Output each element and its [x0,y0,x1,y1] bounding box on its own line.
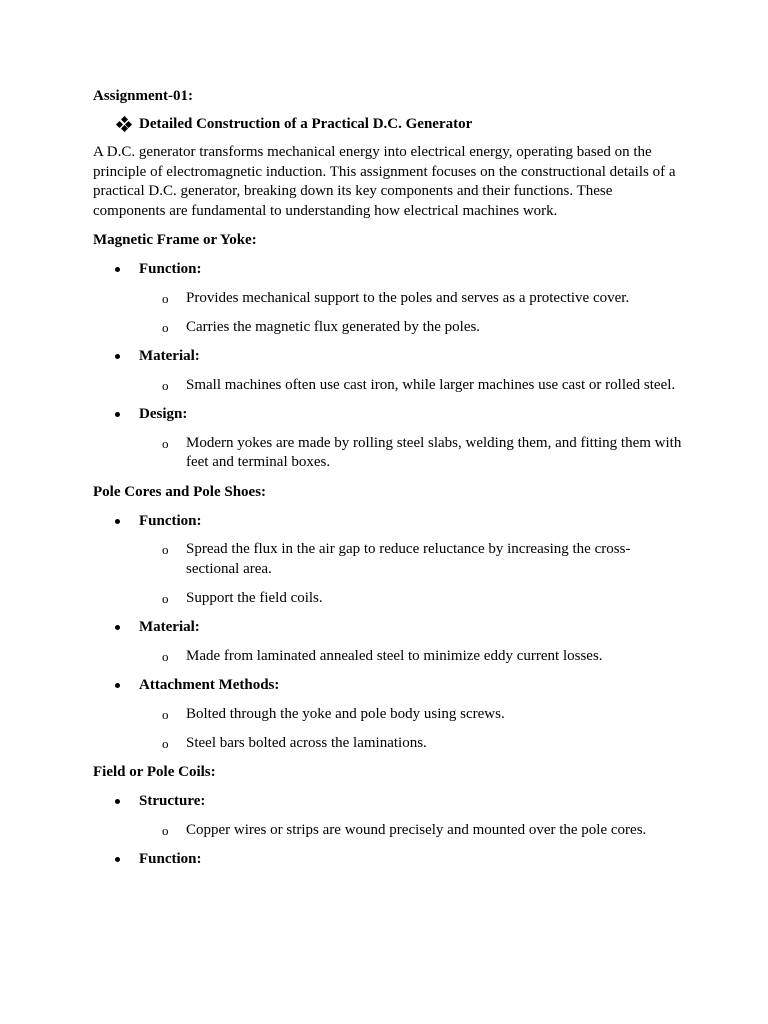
diamond-bullet-icon [117,117,131,131]
circle-bullet-icon: o [162,706,169,722]
sub-bullet-text: Modern yokes are made by rolling steel slabs, welding them, and fitting them with feet and terminal boxes. [186,434,682,470]
bullet-item [93,849,683,869]
bullet-item [93,259,683,279]
bullet-item [93,511,683,531]
circle-bullet-icon: o [162,542,169,557]
bullet-item [93,791,683,811]
circle-bullet-icon: o [162,377,169,393]
sub-bullet-text: Spread the flux in the air gap to reduce reluctance by increasing the cross-sectional area. [186,541,631,577]
bullet-dot-icon [115,625,120,630]
sub-bullet-text: Made from laminated annealed steel to minimize eddy current losses. [186,647,603,664]
bullet-dot-icon [115,519,120,524]
subtitle-text: Detailed Construction of a Practical D.C. Generator [139,116,473,132]
section-heading: Magnetic Frame or Yoke: [93,232,257,248]
sub-bullet-item [93,318,683,338]
circle-bullet-icon: o [162,590,169,606]
sub-bullet-item [93,734,683,754]
document-subtitle [117,114,683,134]
sub-bullet-text: Copper wires or strips are wound precisely and mounted over the pole cores. [186,821,647,838]
sub-bullet-item [93,540,683,579]
bullet-label: Design: [139,406,188,422]
bullet-item [93,617,683,637]
bullet-item [93,346,683,366]
bullet-dot-icon [115,412,120,417]
circle-bullet-icon: o [162,648,169,664]
sub-bullet-text: Bolted through the yoke and pole body using screws. [186,705,505,722]
bullet-label: Function: [139,512,202,529]
sub-bullet-text: Support the field coils. [186,589,323,606]
bullet-dot-icon [115,354,120,359]
sub-bullet-text: Provides mechanical support to the poles and serves as a protective cover. [186,289,630,306]
bullet-item [93,675,683,695]
sub-bullet-text: Small machines often use cast iron, while larger machines use cast or rolled steel. [186,376,676,393]
circle-bullet-icon: o [162,319,169,335]
sub-bullet-text: Steel bars bolted across the laminations. [186,734,427,751]
bullet-dot-icon [115,799,120,804]
circle-bullet-icon: o [162,735,169,751]
bullet-label: Structure: [139,793,206,809]
sub-bullet-item [93,289,683,309]
sub-bullet-item [93,589,683,609]
circle-bullet-icon: o [162,435,169,451]
bullet-label: Function: [139,851,202,867]
assignment-title: Assignment-01: [93,88,193,104]
sub-bullet-item [93,705,683,725]
section-heading: Field or Pole Coils: [93,764,216,780]
bullet-label: Material: [139,348,200,364]
section-heading: Pole Cores and Pole Shoes: [93,483,267,500]
bullet-label: Attachment Methods: [139,677,280,693]
bullet-dot-icon [115,267,120,272]
sub-bullet-item [93,376,683,396]
bullet-label: Function: [139,261,202,277]
circle-bullet-icon: o [162,290,169,306]
bullet-label: Material: [139,619,200,635]
intro-paragraph: A D.C. generator transforms mechanical energy into electrical energy, operating based on the principle of electromagnetic induction. This assignment focuses on the constructional details of a practical D.C. generator, breaking down its key components and their functions. These components are fundamental to understanding how electrical machines work. [93,144,676,219]
circle-bullet-icon: o [162,822,169,838]
document-page [93,86,683,869]
bullet-dot-icon [115,857,120,862]
bullet-item [93,404,683,424]
bullet-dot-icon [115,683,120,688]
sub-bullet-item [93,434,683,473]
sub-bullet-text: Carries the magnetic flux generated by the poles. [186,318,481,335]
sub-bullet-item [93,647,683,667]
sub-bullet-item [93,821,683,841]
